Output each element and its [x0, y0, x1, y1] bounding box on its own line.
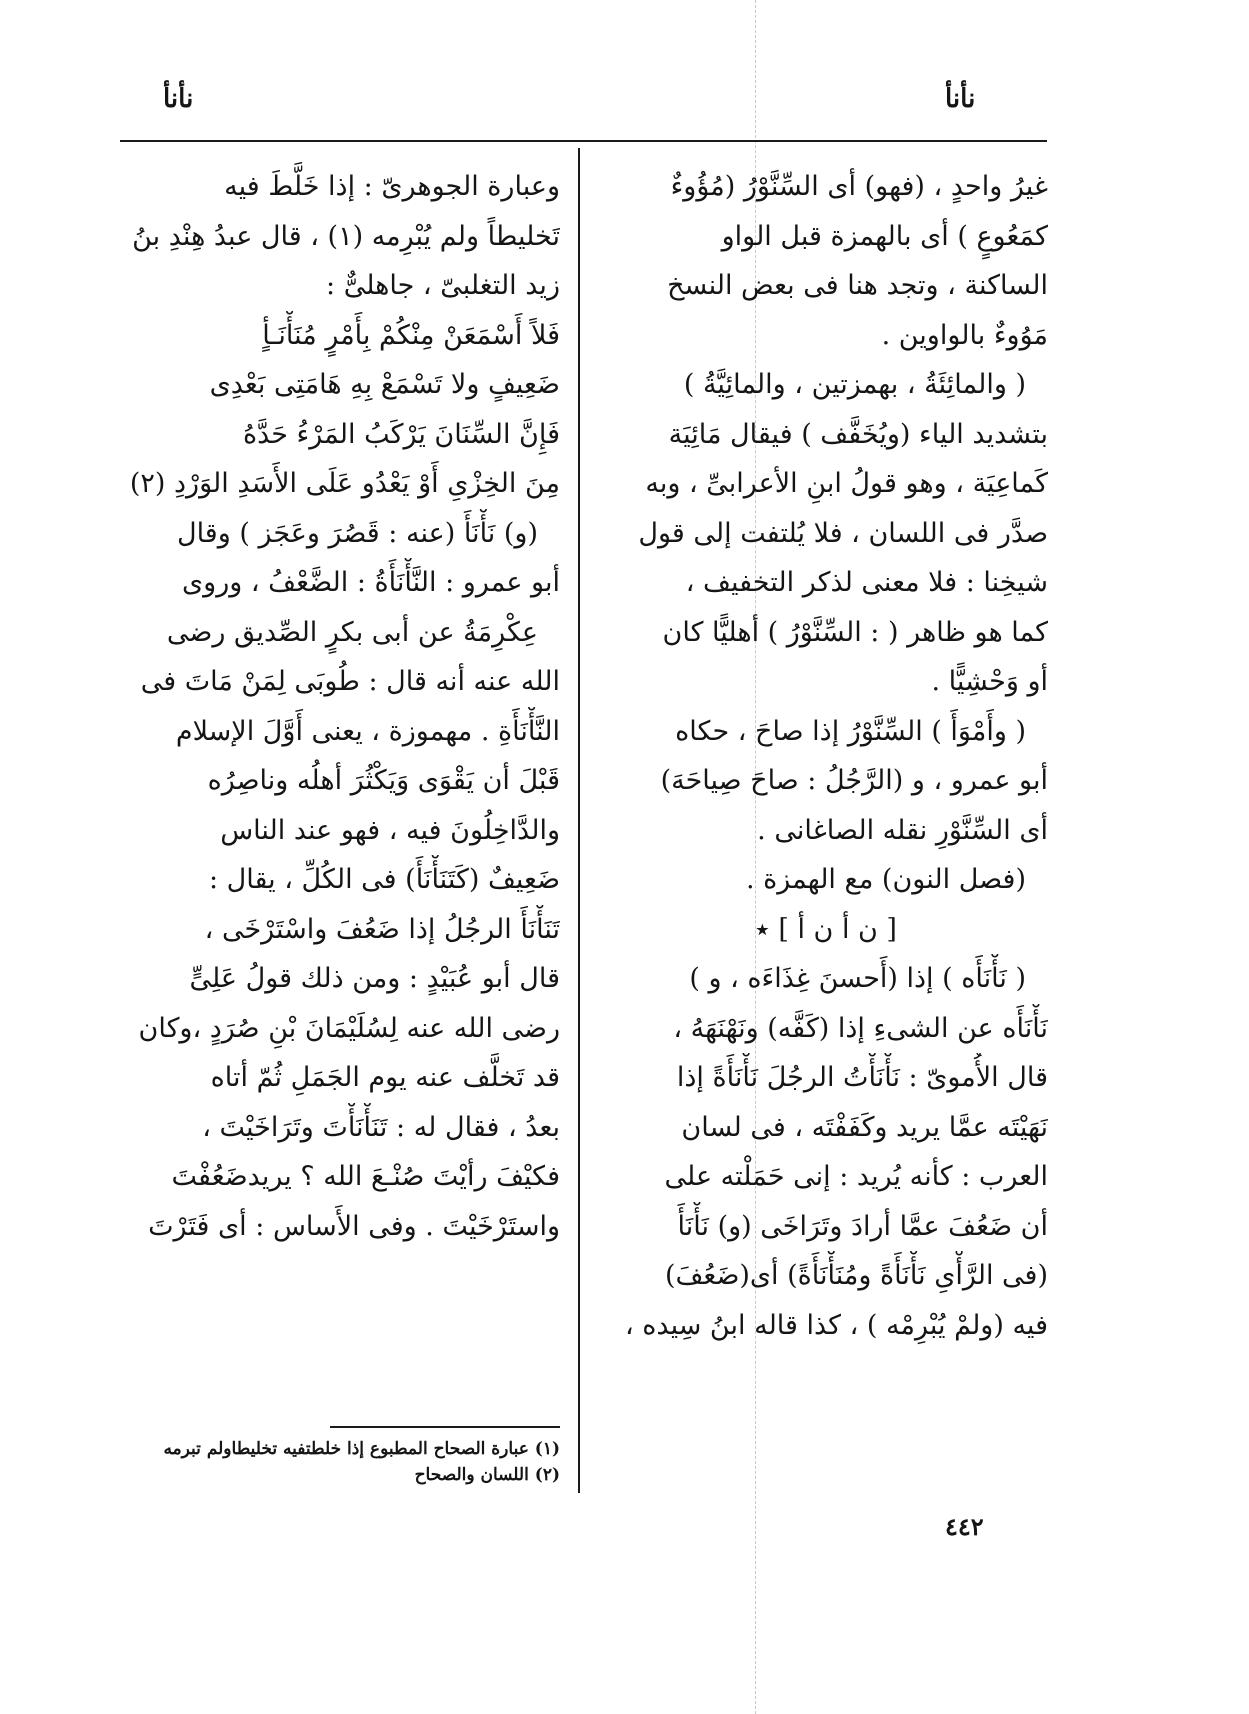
- text-line: صدَّر فى اللسان ، فلا يُلتفت إلى قول: [638, 517, 1048, 549]
- text-line: قال أبو عُبَيْدٍ : ومن ذلك قولُ عَلِىٍّ: [189, 963, 560, 994]
- text-line: ( وأَمْوَأَ ) السِّنَّوْرُ إذا صاحَ ، حكاه: [675, 715, 1026, 747]
- text-line: الله عنه أنه قال : طُوبَى لِمَنْ مَاتَ فى: [140, 666, 560, 697]
- header-word-right: نأنأ: [945, 84, 976, 114]
- page-number: ٤٤٢: [945, 1512, 984, 1541]
- text-line: عِكْرِمَةُ عن أبى بكرٍ الصِّديق رضى: [166, 616, 538, 648]
- text-line: فكيْفَ رأيْتَ صُنْـعَ الله ؟ يريدضَعُفْتَ: [171, 1161, 560, 1192]
- left-column: [114, 162, 560, 1251]
- verse-line: ضَعِيفٍ ولا تَسْمَعْ بِهِ هَامَتِى بَعْدِى: [209, 369, 560, 400]
- text-line: وعبارة الجوهرىّ : إذا خَلَّطَ فيه: [224, 171, 560, 202]
- text-line: العرب : كأنه يُريد : إنى حَمَلْته على: [664, 1161, 1048, 1192]
- header-word-left: نأنأ: [163, 84, 194, 114]
- footnotes: [114, 1436, 560, 1488]
- text-line: أبو عمرو : النَّأْنَأَةُ : الضَّعْفُ ، وروى: [182, 567, 560, 598]
- entry-heading: [ ن أ ن أ ] ٭: [755, 913, 897, 945]
- text-line: ( نَأْنَأَه ) إذا (أَحسنَ غِذَاءَه ، و ): [689, 963, 1026, 994]
- text-line: تَخليطاً ولم يُبْرِمه (١) ، قال عبدُ هِنْدِ بنُ: [132, 220, 560, 252]
- footnote-rule: [330, 1426, 560, 1428]
- footnote-1: (١) عبارة الصحاح المطبوع إذا خلطتفيه تخليطاولم تبرمه: [163, 1439, 560, 1459]
- verse-line: فَلاً أَسْمَعَنْ مِنْكُمْ بِأَمْرٍ مُنَأْنَـأٍ: [262, 319, 560, 351]
- column-divider: [578, 148, 580, 1493]
- text-line: أبو عمرو ، و (الرَّجُلُ : صاحَ صِياحَهَ): [660, 765, 1048, 796]
- text-line: نَأْنَأَه عن الشىءِ إذا (كَفَّه) ونَهْنَهَهُ ،: [673, 1012, 1048, 1044]
- text-line: نَهَيْتَه عمَّا يريد وكَفَفْتَه ، فى لسان: [681, 1111, 1048, 1143]
- header-rule: [120, 140, 1047, 142]
- text-line: أن ضَعُفَ عمَّا أرادَ وتَرَاخَى (و) نَأْنَأَ: [677, 1210, 1048, 1242]
- verse-line: فَإِنَّ السِّنَانَ يَرْكَبُ المَرْءُ حَدَّهُ: [242, 418, 560, 450]
- text-line: ضَعِيفٌ (كَتَنَأْنَأَ) فى الكُلِّ ، يقال :: [208, 864, 560, 895]
- text-line: كمَعُوعٍ ) أى بالهمزة قبل الواو: [721, 220, 1048, 252]
- text-line: أو وَحْشِيًّا .: [931, 666, 1048, 697]
- text-line: تَنَأْنَأَ الرجُلُ إذا ضَعُفَ واسْتَرْخَى ،: [204, 913, 560, 945]
- right-column: [604, 162, 1048, 1350]
- text-line: غيرُ واحدٍ ، (فهو) أى السِّنَّوْرُ (مُؤُوءٌ: [670, 171, 1048, 202]
- text-line: والدَّاخِلُونَ فيه ، فهو عند الناس: [220, 814, 560, 846]
- text-line: (فى الرَّأْىِ نَأْنَأَةً ومُنَأْنَأَةً) أى(ضَعُفَ): [664, 1260, 1048, 1291]
- text-line: مَوُوءٌ بالواوين .: [881, 319, 1048, 351]
- text-line: شيخِنا : فلا معنى لذكر التخفيف ،: [685, 567, 1048, 598]
- verse-line: مِنَ الخِزْىِ أَوْ يَعْدُو عَلَى الأَسَدِ الوَرْدِ (٢): [129, 468, 560, 499]
- text-line: قد تَخلَّف عنه يوم الجَمَلِ ثُمّ أتاه: [210, 1062, 560, 1093]
- text-line: بعدُ ، فقال له : تَنَأْنَأْتَ وتَرَاخَيْتَ ،: [202, 1111, 560, 1143]
- text-line: ( والمائِئَةُ ، بهمزتين ، والمائِيَّةُ ): [683, 369, 1026, 400]
- text-line: بتشديد الياء (ويُخَفَّف ) فيقال مَائِيَة: [668, 418, 1048, 450]
- text-line: أى السِّنَّوْرِ نقله الصاغانى .: [757, 814, 1048, 846]
- text-line: الساكنة ، وتجد هنا فى بعض النسخ: [667, 270, 1048, 301]
- text-line: رضى الله عنه لِسُلَيْمَانَ بْنِ صُرَدٍ ،وكان: [138, 1012, 560, 1044]
- text-line: قَبْلَ أن يَقْوَى وَيَكْثُرَ أهلُه وناصِرُه: [207, 765, 560, 796]
- footnote-2: (٢) اللسان والصحاح: [414, 1465, 560, 1485]
- text-line: واستَرْخَيْتَ . وفى الأَساس : أى فَتَرْتَ: [148, 1210, 560, 1242]
- text-line: كَماعِيَة ، وهو قولُ ابنِ الأعرابىِّ ، وبه: [645, 468, 1048, 499]
- text-line: زيد التغلبىّ ، جاهلىٌّ :: [326, 270, 560, 301]
- text-line: فيه (ولمْ يُبْرِمْه ) ، كذا قاله ابنُ سِيده ،: [624, 1309, 1048, 1341]
- text-line: النَّأْنَأَةِ . مهموزة ، يعنى أَوَّلَ الإسلام: [175, 715, 560, 747]
- text-line: كما هو ظاهر ( : السِّنَّوْرُ ) أهليًّا كان: [662, 616, 1048, 648]
- text-line: (و) نَأْنَأَ (عنه : قَصُرَ وعَجَز ) وقال: [176, 517, 538, 549]
- section-heading: (فصل النون) مع الهمزة .: [745, 864, 1026, 895]
- text-line: قال الأُموىّ : نَأْنَأْتُ الرجُلَ نَأْنَأَةً إذا: [676, 1062, 1048, 1093]
